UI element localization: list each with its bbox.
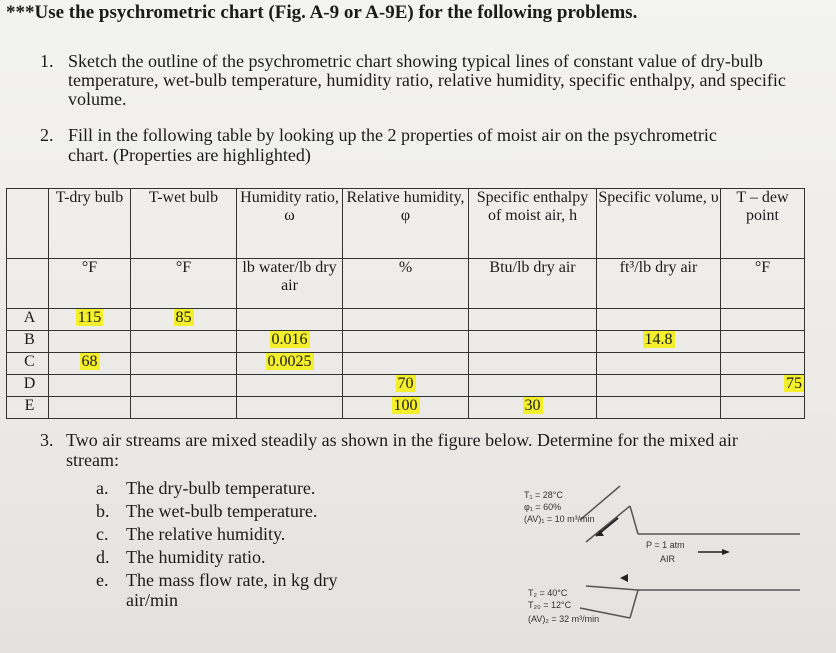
row-label: C xyxy=(7,353,49,375)
unit-enthalpy: Btu/lb dry air xyxy=(469,259,597,309)
empty-cell xyxy=(597,375,721,397)
corner-cell xyxy=(7,189,49,259)
units-row xyxy=(7,259,805,309)
value-cell: 115 xyxy=(77,309,102,326)
empty-cell xyxy=(49,331,131,353)
value-cell: 68 xyxy=(81,353,98,370)
header-specific-volume: Specific volume, υ xyxy=(597,189,721,259)
stream2-flow: (AV)₂ = 32 m³/min xyxy=(528,614,600,624)
sub-text: The mass flow rate, in kg dry air/min xyxy=(126,570,338,610)
empty-cell xyxy=(49,397,131,419)
row-label: A xyxy=(7,309,49,331)
empty-cell xyxy=(131,397,237,419)
instructions-header: ***Use the psychrometric chart (Fig. A-9 or A-9E) for the following problems. xyxy=(6,2,638,23)
empty-cell xyxy=(343,331,469,353)
empty-cell xyxy=(131,331,237,353)
sub-text: The wet-bulb temperature. xyxy=(126,501,318,521)
table-row xyxy=(7,331,805,353)
empty-cell xyxy=(597,309,721,331)
empty-cell xyxy=(469,375,597,397)
empty-cell xyxy=(237,309,343,331)
empty-cell xyxy=(49,375,131,397)
sub-letter: d. xyxy=(96,547,110,567)
unit-dew-point: °F xyxy=(721,259,805,309)
exit-pressure: P = 1 atm xyxy=(646,540,685,550)
sub-letter: b. xyxy=(96,501,110,521)
table-row xyxy=(7,375,805,397)
unit-specific-volume: ft³/lb dry air xyxy=(597,259,721,309)
value-cell: 30 xyxy=(524,397,541,414)
stream1-flow: (AV)₁ = 10 m³/min xyxy=(524,514,595,524)
question-text: Two air streams are mixed steadily as shown in the figure below. Determine for the mixed air stream: xyxy=(66,430,738,470)
table-row xyxy=(7,309,805,331)
empty-cell xyxy=(721,331,805,353)
question-number: 2. xyxy=(40,125,54,145)
row-label: D xyxy=(7,375,49,397)
empty-cell xyxy=(343,353,469,375)
sub-text: The relative humidity. xyxy=(126,524,286,544)
empty-cell xyxy=(469,331,597,353)
corner-cell xyxy=(7,259,49,309)
unit-twet: °F xyxy=(131,259,237,309)
sub-text: The dry-bulb temperature. xyxy=(126,478,316,498)
question-text: Fill in the following table by looking up the 2 properties of moist air on the psychrometric chart. (Properties are highlighted) xyxy=(68,125,717,165)
table-row xyxy=(7,397,805,419)
header-row xyxy=(7,189,805,259)
stream1-temperature: T₁ = 28°C xyxy=(524,490,563,500)
unit-relative-humidity: % xyxy=(343,259,469,309)
header-twet: T-wet bulb xyxy=(131,189,237,259)
row-label: B xyxy=(7,331,49,353)
empty-cell xyxy=(237,397,343,419)
header-humidity-ratio: Humidity ratio, ω xyxy=(237,189,343,259)
unit-tdry: °F xyxy=(49,259,131,309)
value-cell: 14.8 xyxy=(644,331,673,348)
moist-air-properties-table xyxy=(6,188,805,419)
sub-letter: a. xyxy=(96,478,109,498)
empty-cell xyxy=(721,309,805,331)
mixing-figure xyxy=(510,468,810,648)
stream2-temperature: T₂ = 40°C xyxy=(528,588,568,598)
empty-cell xyxy=(131,353,237,375)
value-cell: 70 xyxy=(397,375,414,392)
row-label: E xyxy=(7,397,49,419)
sub-text: The humidity ratio. xyxy=(126,547,266,567)
header-enthalpy: Specific enthalpy of moist air, h xyxy=(469,189,597,259)
empty-cell xyxy=(237,375,343,397)
empty-cell xyxy=(469,353,597,375)
question-number: 3. xyxy=(40,430,54,450)
question-text: Sketch the outline of the psychrometric chart showing typical lines of constant value of dry-bulb temperature, wet-bulb temperature, humidity ratio, relative humidity, specific enthalpy, and specific volume. xyxy=(68,51,786,109)
table-row xyxy=(7,353,805,375)
sub-letter: c. xyxy=(96,524,109,544)
empty-cell xyxy=(597,353,721,375)
header-relative-humidity: Relative humidity, φ xyxy=(343,189,469,259)
value-cell: 85 xyxy=(175,309,192,326)
value-cell: 0.0025 xyxy=(267,353,312,370)
empty-cell xyxy=(343,309,469,331)
empty-cell xyxy=(721,353,805,375)
empty-cell xyxy=(131,375,237,397)
unit-humidity-ratio: lb water/lb dry air xyxy=(237,259,343,309)
empty-cell xyxy=(597,397,721,419)
empty-cell xyxy=(469,309,597,331)
stream1-humidity: φ₁ = 60% xyxy=(524,502,562,512)
value-cell: 75 xyxy=(786,375,802,392)
header-tdry: T-dry bulb xyxy=(49,189,131,259)
question-number: 1. xyxy=(40,51,54,71)
value-cell: 0.016 xyxy=(271,331,308,348)
header-dew-point: T – dew point xyxy=(721,189,805,259)
sub-letter: e. xyxy=(96,570,109,590)
empty-cell xyxy=(721,397,805,419)
value-cell: 100 xyxy=(393,397,418,414)
exit-air-label: AIR xyxy=(660,554,676,564)
stream2-wetbulb: T₂₀ = 12°C xyxy=(528,600,572,610)
